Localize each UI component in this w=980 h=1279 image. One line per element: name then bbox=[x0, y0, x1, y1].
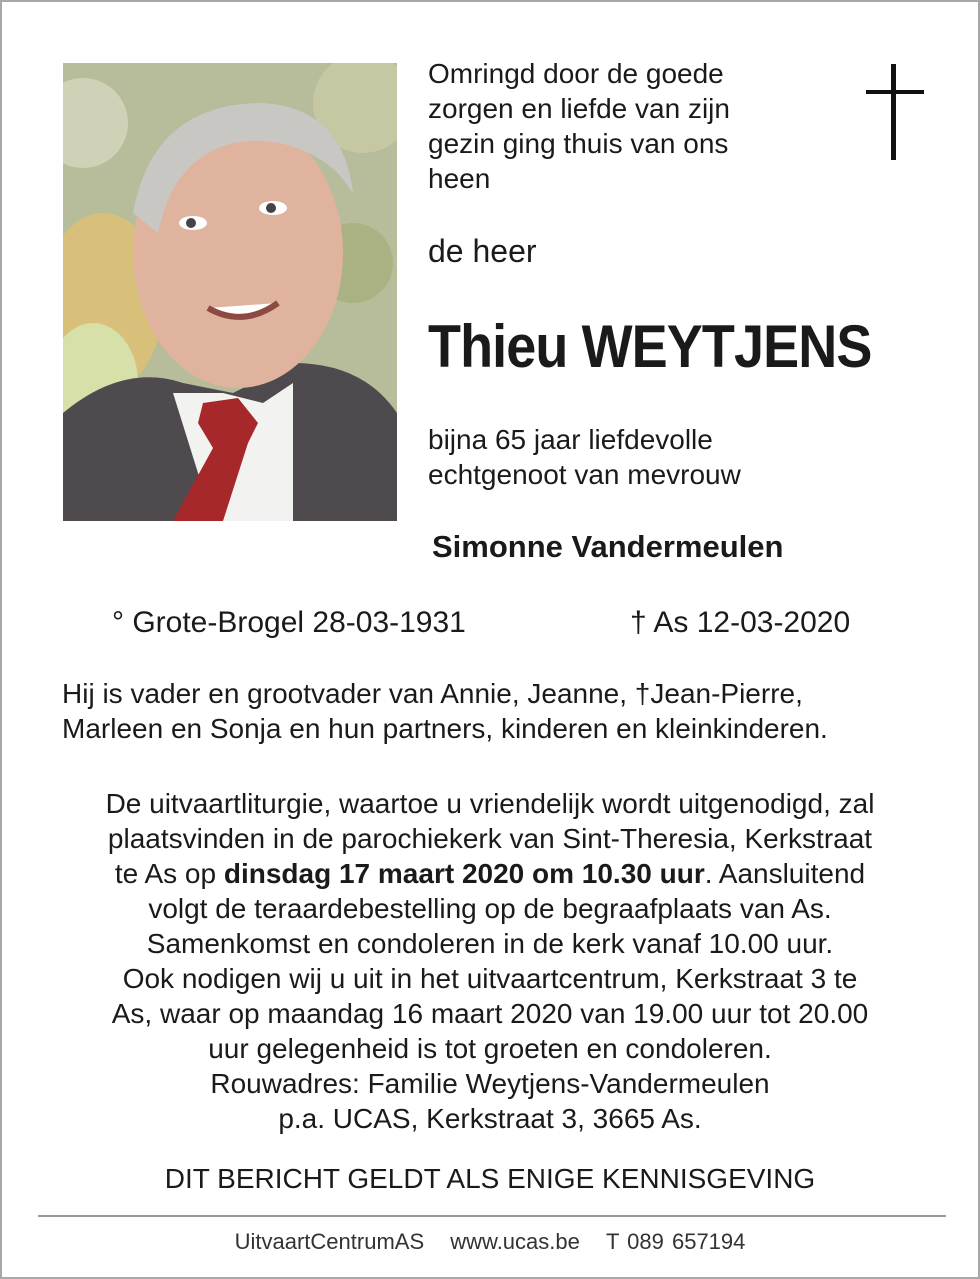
children-text bbox=[62, 676, 942, 746]
footer bbox=[2, 1229, 978, 1255]
footer-company: UitvaartCentrumAS bbox=[234, 1229, 425, 1254]
funeral-line: As, waar op maandag 16 maart 2020 van 19.00 uur tot 20.00 bbox=[111, 998, 869, 1029]
funeral-line: Samenkomst en condoleren in de kerk vanaf 10.00 uur. bbox=[146, 928, 834, 959]
funeral-line: uur gelegenheid is tot groeten en condoleren. bbox=[208, 1033, 772, 1064]
funeral-date-prefix: te As op bbox=[114, 858, 224, 889]
funeral-line: Rouwadres: Familie Weytjens-Vandermeulen bbox=[210, 1068, 770, 1099]
children-line: Hij is vader en grootvader van Annie, Jeanne, †Jean-Pierre, bbox=[62, 678, 803, 709]
footer-website-link[interactable]: www.ucas.be bbox=[450, 1229, 580, 1254]
spouse-description bbox=[428, 422, 741, 492]
portrait-illustration bbox=[63, 63, 397, 521]
spouse-description-line: echtgenoot van mevrouw bbox=[428, 459, 741, 490]
footer-phone: T 089 657194 bbox=[606, 1229, 746, 1254]
intro-text bbox=[428, 56, 828, 196]
funeral-line-date bbox=[42, 856, 938, 891]
cross-icon bbox=[866, 64, 924, 162]
intro-line: Omringd door de goede bbox=[428, 58, 724, 89]
intro-line: gezin ging thuis van ons bbox=[428, 128, 729, 159]
portrait-photo bbox=[63, 63, 397, 521]
funeral-details bbox=[42, 786, 938, 1136]
notice-text: DIT BERICHT GELDT ALS ENIGE KENNISGEVING bbox=[164, 1163, 816, 1194]
children-line: Marleen en Sonja en hun partners, kinderen en kleinkinderen. bbox=[62, 713, 828, 744]
footer-divider bbox=[38, 1215, 946, 1217]
funeral-line: plaatsvinden in de parochiekerk van Sint-Theresia, Kerkstraat bbox=[107, 823, 873, 854]
funeral-line: p.a. UCAS, Kerkstraat 3, 3665 As. bbox=[278, 1103, 702, 1134]
intro-line: zorgen en liefde van zijn bbox=[428, 93, 730, 124]
intro-line: heen bbox=[428, 163, 491, 194]
funeral-line: volgt de teraardebestelling op de begraafplaats van As. bbox=[148, 893, 832, 924]
spouse-name: Simonne Vandermeulen bbox=[432, 529, 784, 564]
deceased-name: Thieu WEYTJENS bbox=[428, 313, 872, 380]
funeral-date-suffix: . Aansluitend bbox=[704, 858, 866, 889]
death-info: † As 12-03-2020 bbox=[630, 606, 851, 639]
funeral-line: De uitvaartliturgie, waartoe u vriendelijk wordt uitgenodigd, zal bbox=[105, 788, 875, 819]
title-prefix: de heer bbox=[428, 233, 537, 269]
funeral-date: dinsdag 17 maart 2020 om 10.30 uur bbox=[223, 858, 705, 889]
spouse-description-line: bijna 65 jaar liefdevolle bbox=[428, 424, 713, 455]
funeral-line: Ook nodigen wij u uit in het uitvaartcentrum, Kerkstraat 3 te bbox=[122, 963, 858, 994]
birth-info: ° Grote-Brogel 28-03-1931 bbox=[112, 606, 466, 639]
